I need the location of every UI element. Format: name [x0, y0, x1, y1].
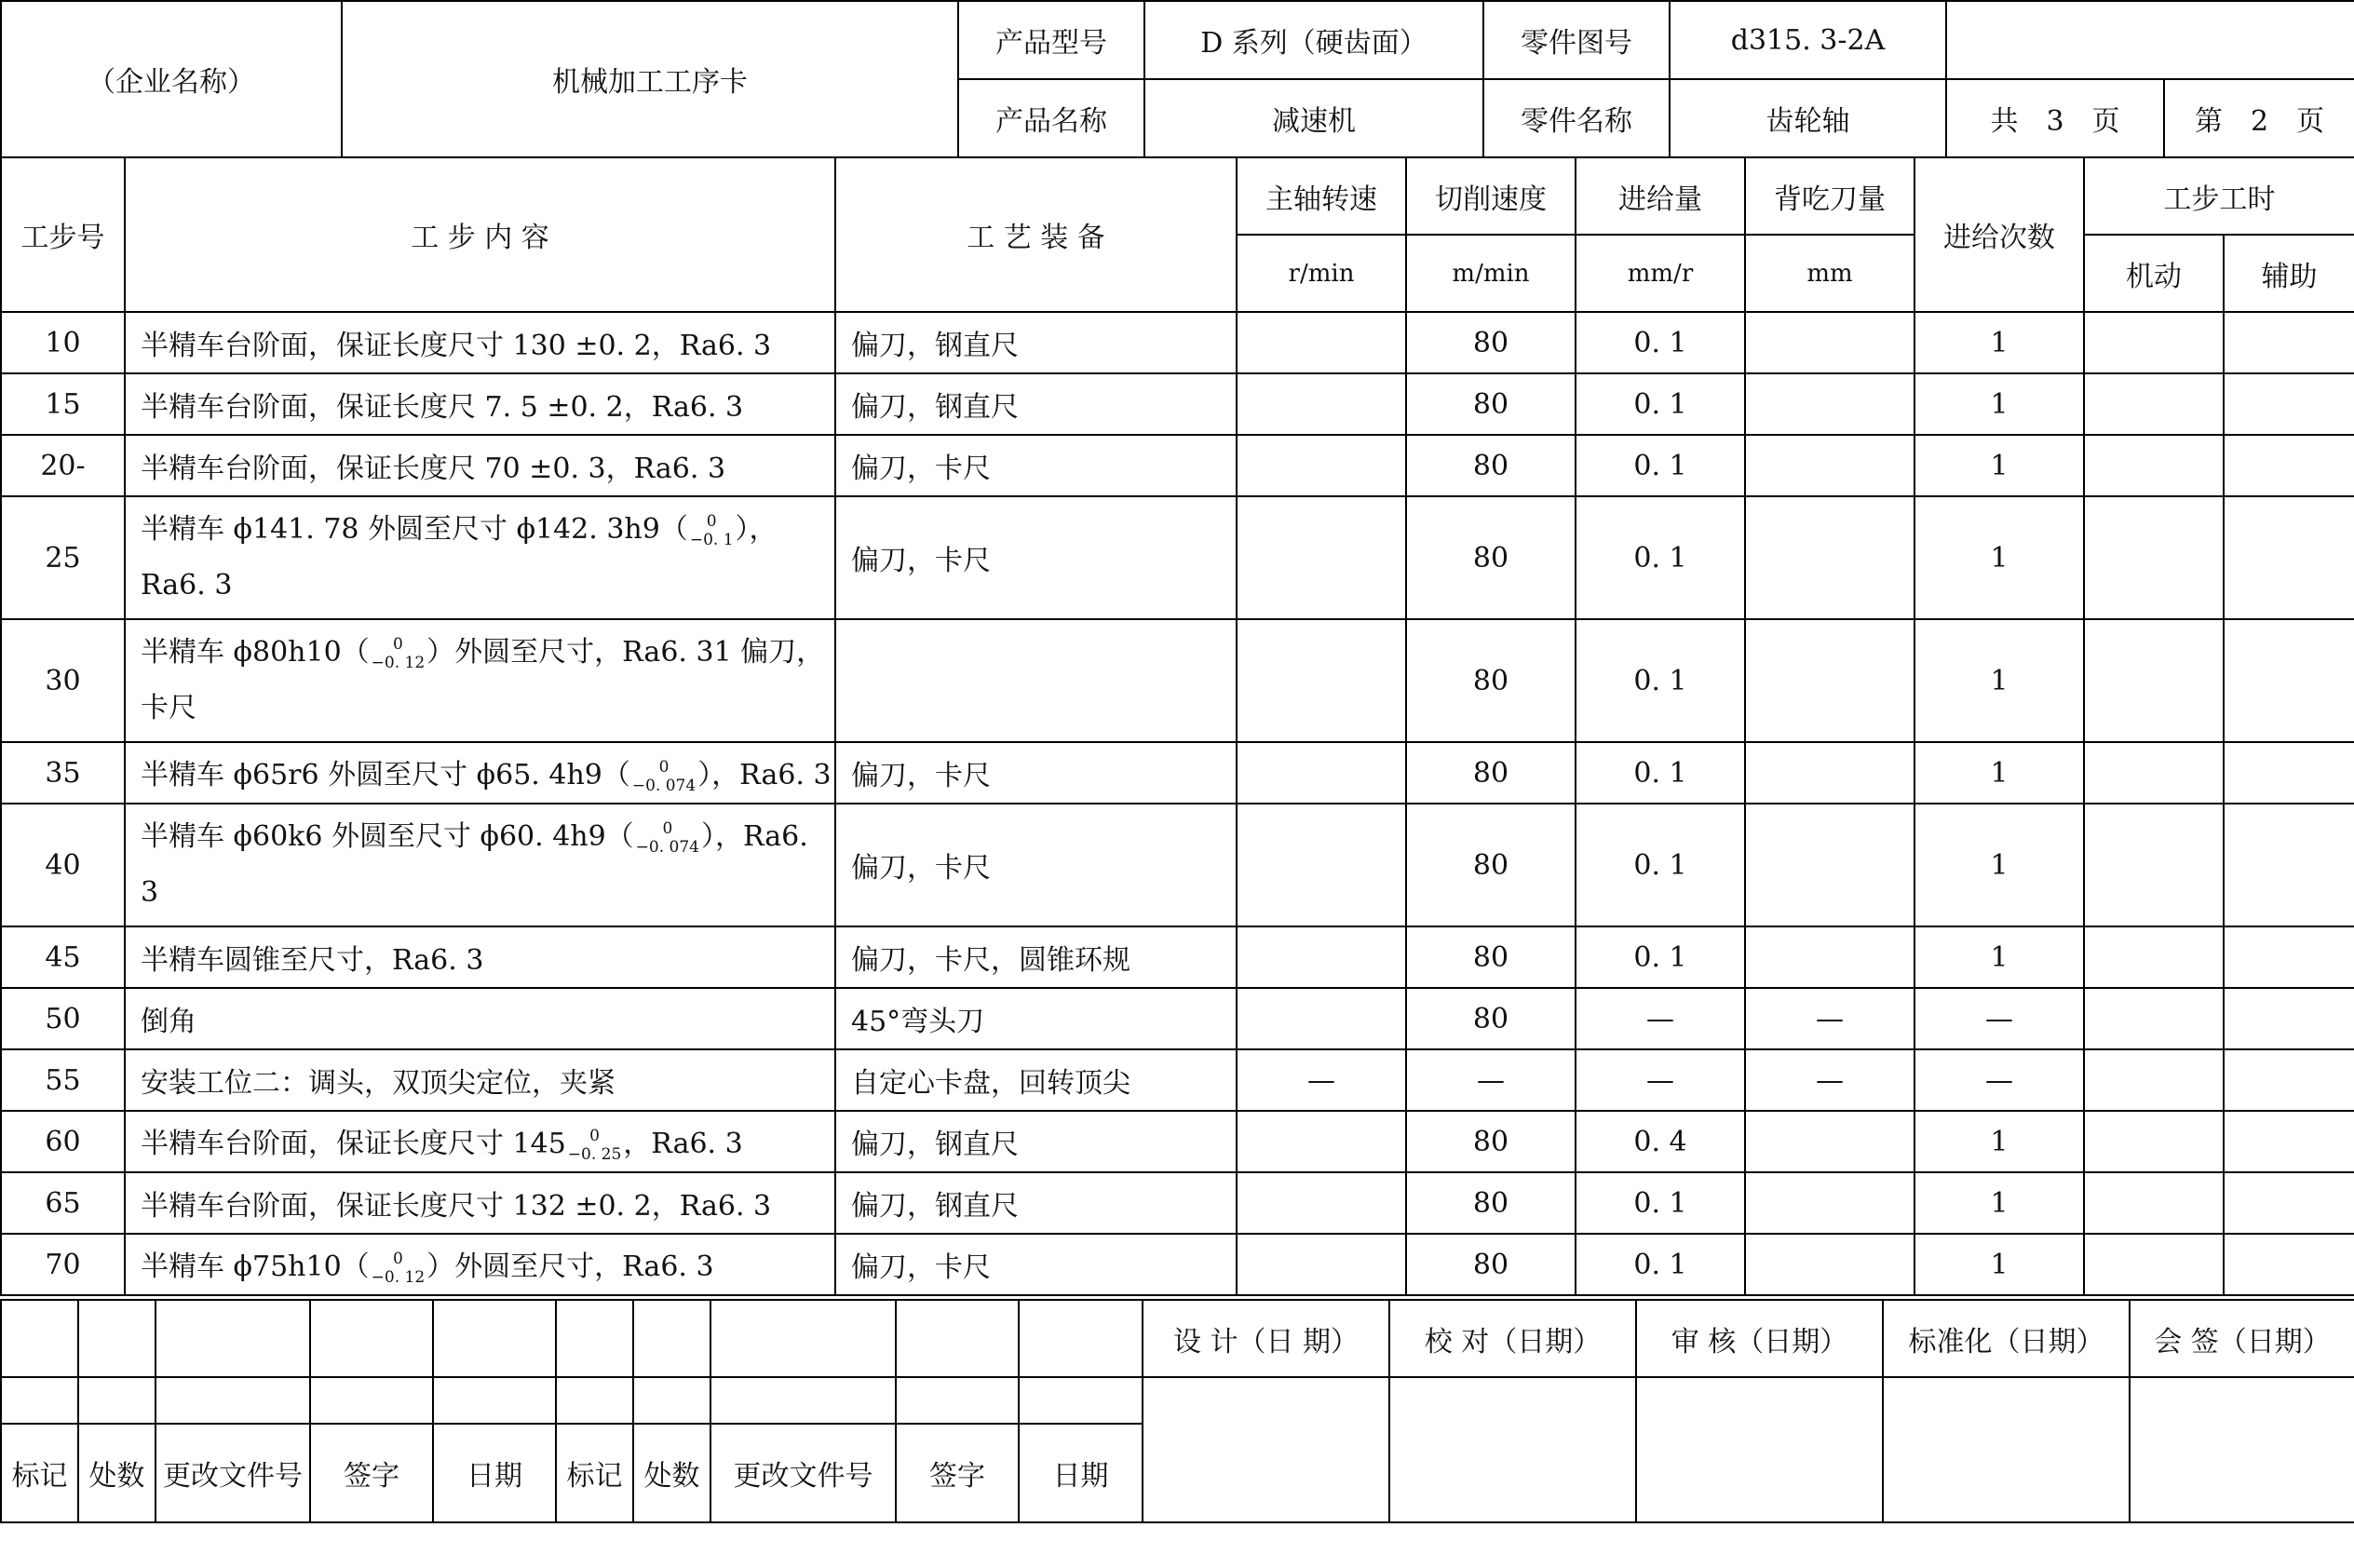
change-cell [433, 1300, 556, 1377]
product-name-label: 产品名称 [958, 79, 1144, 157]
part-no: d315. 3-2A [1670, 1, 1946, 79]
step-content: 半精车台阶面，保证长度尺寸 132 ±0. 2，Ra6. 3 [125, 1172, 835, 1234]
design-sign [1143, 1377, 1389, 1522]
label-date: 日期 [1019, 1424, 1143, 1522]
spindle-speed [1237, 312, 1406, 373]
spindle-speed: — [1237, 1049, 1406, 1111]
label-change-doc: 更改文件号 [710, 1424, 896, 1522]
unit-depth: mm [1745, 235, 1914, 312]
step-content: 倒角 [125, 988, 835, 1049]
time-machine [2084, 619, 2224, 742]
time-aux [2224, 435, 2354, 496]
check-sign [1389, 1377, 1636, 1522]
cutting-speed: 80 [1406, 1111, 1576, 1172]
step-no: 55 [1, 1049, 125, 1111]
tolerance-lower: −0. 1 [689, 531, 734, 549]
change-cell [78, 1300, 156, 1377]
step-equipment: 偏刀，卡尺 [835, 496, 1237, 619]
feed: 0. 1 [1576, 435, 1745, 496]
step-content [125, 1234, 835, 1295]
feed: 0. 1 [1576, 312, 1745, 373]
change-cell [156, 1300, 310, 1377]
content-part: 半精车 ϕ65r6 外圆至尺寸 ϕ65. 4h9（ [141, 758, 630, 791]
change-cell [433, 1377, 556, 1424]
content-part: ），Ra6. 3 [141, 513, 778, 602]
unit-cutting: m/min [1406, 235, 1576, 312]
cutting-speed: 80 [1406, 312, 1576, 373]
cutting-speed: 80 [1406, 926, 1576, 988]
product-model-label: 产品型号 [958, 1, 1144, 79]
time-aux [2224, 988, 2354, 1049]
review-date: 审 核（日期） [1636, 1300, 1883, 1377]
table-row [1, 1172, 2354, 1234]
cutting-speed: 80 [1406, 1172, 1576, 1234]
time-machine [2084, 1172, 2224, 1234]
label-sign: 签字 [896, 1424, 1019, 1522]
depth [1745, 1172, 1914, 1234]
time-aux [2224, 1111, 2354, 1172]
cutting-speed: 80 [1406, 435, 1576, 496]
change-cell [78, 1377, 156, 1424]
change-cell [556, 1377, 633, 1424]
tolerance-lower: −0. 12 [371, 1267, 426, 1287]
part-name-label: 零件名称 [1483, 79, 1670, 157]
tolerance-lower: −0. 074 [631, 776, 697, 795]
step-equipment: 偏刀，卡尺，圆锥环规 [835, 926, 1237, 988]
table-row [1, 1049, 2354, 1111]
process-table [0, 156, 2354, 1296]
feed: 0. 1 [1576, 373, 1745, 435]
passes: 1 [1914, 496, 2084, 619]
step-no: 35 [1, 742, 125, 804]
table-row [1, 988, 2354, 1049]
content-part: 半精车 ϕ141. 78 外圆至尺寸 ϕ142. 3h9（ [141, 513, 688, 546]
step-equipment: 偏刀，卡尺 [835, 804, 1237, 926]
content-part: 半精车 ϕ60k6 外圆至尺寸 ϕ60. 4h9（ [141, 820, 634, 853]
time-machine [2084, 1111, 2224, 1172]
standard-date: 标准化（日期） [1883, 1300, 2130, 1377]
step-no: 60 [1, 1111, 125, 1172]
unit-feed: mm/r [1576, 235, 1745, 312]
cutting-speed: 80 [1406, 496, 1576, 619]
step-equipment: 偏刀，钢直尺 [835, 373, 1237, 435]
table-row [1, 804, 2354, 926]
change-cell [1019, 1300, 1143, 1377]
product-model: D 系列（硬齿面） [1144, 1, 1483, 79]
step-no: 65 [1, 1172, 125, 1234]
content-part: ），Ra6. 3 [697, 758, 832, 791]
depth [1745, 1111, 1914, 1172]
review-sign [1636, 1377, 1883, 1522]
passes: 1 [1914, 619, 2084, 742]
tolerance [690, 512, 734, 549]
footer-table [0, 1299, 2354, 1523]
tolerance-upper: 0 [589, 1126, 600, 1145]
content-part: ，Ra6. 3 [623, 1127, 743, 1160]
change-cell [1, 1300, 78, 1377]
tolerance-upper: 0 [392, 635, 403, 654]
tolerance-upper: 0 [706, 512, 717, 531]
countersign-sign [2130, 1377, 2354, 1522]
step-content [125, 1111, 835, 1172]
label-count: 处数 [633, 1424, 710, 1522]
content-part: ）外圆至尺寸，Ra6. 3 [426, 1250, 714, 1283]
table-row [1, 742, 2354, 804]
table-row [1, 619, 2354, 742]
change-cell [556, 1300, 633, 1377]
feed: — [1576, 988, 1745, 1049]
table-row [1, 926, 2354, 988]
passes: 1 [1914, 742, 2084, 804]
step-no: 15 [1, 373, 125, 435]
passes: — [1914, 988, 2084, 1049]
time-aux [2224, 496, 2354, 619]
depth [1745, 1234, 1914, 1295]
time-aux [2224, 373, 2354, 435]
col-time-machine: 机动 [2084, 235, 2224, 312]
col-feed: 进给量 [1576, 157, 1745, 235]
depth [1745, 742, 1914, 804]
feed: 0. 1 [1576, 619, 1745, 742]
depth [1745, 435, 1914, 496]
cutting-speed: 80 [1406, 742, 1576, 804]
tolerance-upper: 0 [392, 1249, 403, 1268]
col-equipment: 工 艺 装 备 [835, 157, 1237, 312]
feed: — [1576, 1049, 1745, 1111]
spindle-speed [1237, 1234, 1406, 1295]
col-cutting-speed: 切削速度 [1406, 157, 1576, 235]
depth [1745, 373, 1914, 435]
change-cell [1, 1377, 78, 1424]
step-no: 10 [1, 312, 125, 373]
step-equipment [835, 619, 1237, 742]
spindle-speed [1237, 926, 1406, 988]
tolerance-lower: −0. 25 [567, 1144, 622, 1164]
product-name: 减速机 [1144, 79, 1483, 157]
change-cell [896, 1377, 1019, 1424]
label-date: 日期 [433, 1424, 556, 1522]
time-machine [2084, 926, 2224, 988]
tolerance [372, 1250, 426, 1287]
time-machine [2084, 312, 2224, 373]
part-name: 齿轮轴 [1670, 79, 1946, 157]
table-row [1, 373, 2354, 435]
passes: 1 [1914, 1172, 2084, 1234]
card-title: 机械加工工序卡 [342, 1, 958, 157]
tolerance-lower: −0. 074 [635, 838, 700, 857]
step-content: 半精车台阶面，保证长度尺寸 130 ±0. 2，Ra6. 3 [125, 312, 835, 373]
col-step-no: 工步号 [1, 157, 125, 312]
spindle-speed [1237, 373, 1406, 435]
table-row [1, 1234, 2354, 1295]
step-equipment: 偏刀，钢直尺 [835, 1111, 1237, 1172]
passes: 1 [1914, 1111, 2084, 1172]
cutting-speed: 80 [1406, 988, 1576, 1049]
time-machine [2084, 988, 2224, 1049]
change-cell [710, 1300, 896, 1377]
passes: 1 [1914, 373, 2084, 435]
step-content: 半精车圆锥至尺寸，Ra6. 3 [125, 926, 835, 988]
feed: 0. 4 [1576, 1111, 1745, 1172]
content-part: 半精车 ϕ80h10（ [141, 636, 370, 669]
change-cell [710, 1377, 896, 1424]
label-sign: 签字 [310, 1424, 433, 1522]
passes: 1 [1914, 312, 2084, 373]
spindle-speed [1237, 619, 1406, 742]
unit-spindle: r/min [1237, 235, 1406, 312]
cutting-speed: 80 [1406, 619, 1576, 742]
content-part: 半精车台阶面，保证长度尺寸 145 [141, 1127, 566, 1160]
step-no: 45 [1, 926, 125, 988]
col-depth: 背吃刀量 [1745, 157, 1914, 235]
step-equipment: 偏刀，卡尺 [835, 435, 1237, 496]
passes: 1 [1914, 804, 2084, 926]
feed: 0. 1 [1576, 496, 1745, 619]
label-change-doc: 更改文件号 [156, 1424, 310, 1522]
change-cell [156, 1377, 310, 1424]
cutting-speed: 80 [1406, 1234, 1576, 1295]
step-equipment: 偏刀，钢直尺 [835, 1172, 1237, 1234]
step-no: 70 [1, 1234, 125, 1295]
feed: 0. 1 [1576, 1172, 1745, 1234]
header-table [0, 0, 2354, 158]
spindle-speed [1237, 988, 1406, 1049]
passes: — [1914, 1049, 2084, 1111]
spindle-speed [1237, 1111, 1406, 1172]
label-mark: 标记 [1, 1424, 78, 1522]
depth [1745, 926, 1914, 988]
spindle-speed [1237, 435, 1406, 496]
time-machine [2084, 1049, 2224, 1111]
cutting-speed: — [1406, 1049, 1576, 1111]
tolerance [568, 1127, 622, 1164]
spindle-speed [1237, 742, 1406, 804]
step-no: 20- [1, 435, 125, 496]
feed: 0. 1 [1576, 926, 1745, 988]
depth [1745, 619, 1914, 742]
time-aux [2224, 926, 2354, 988]
countersign-date: 会 签（日期） [2130, 1300, 2354, 1377]
spindle-speed [1237, 496, 1406, 619]
time-machine [2084, 496, 2224, 619]
table-row [1, 312, 2354, 373]
table-row [1, 1111, 2354, 1172]
step-no: 30 [1, 619, 125, 742]
col-content: 工 步 内 容 [125, 157, 835, 312]
col-passes: 进给次数 [1914, 157, 2084, 312]
col-step-time: 工步工时 [2084, 157, 2354, 235]
table-row [1, 435, 2354, 496]
company-name: （企业名称） [1, 1, 342, 157]
change-cell [633, 1377, 710, 1424]
depth [1745, 804, 1914, 926]
part-no-label: 零件图号 [1483, 1, 1670, 79]
step-content [125, 496, 835, 619]
passes: 1 [1914, 435, 2084, 496]
table-row [1, 496, 2354, 619]
tolerance [372, 635, 426, 672]
tolerance [632, 758, 696, 795]
feed: 0. 1 [1576, 1234, 1745, 1295]
cutting-speed: 80 [1406, 804, 1576, 926]
time-machine [2084, 742, 2224, 804]
current-page: 第 2 页 [2164, 79, 2354, 157]
time-aux [2224, 804, 2354, 926]
tolerance-upper: 0 [658, 757, 670, 777]
content-part: ），Ra6. 3 [141, 820, 808, 909]
change-cell [896, 1300, 1019, 1377]
spindle-speed [1237, 804, 1406, 926]
time-machine [2084, 373, 2224, 435]
time-aux [2224, 619, 2354, 742]
step-equipment: 偏刀，卡尺 [835, 1234, 1237, 1295]
design-date: 设 计（日 期） [1143, 1300, 1389, 1377]
feed: 0. 1 [1576, 804, 1745, 926]
time-aux [2224, 1049, 2354, 1111]
step-content: 半精车台阶面，保证长度尺 70 ±0. 3，Ra6. 3 [125, 435, 835, 496]
step-equipment: 自定心卡盘，回转顶尖 [835, 1049, 1237, 1111]
step-no: 40 [1, 804, 125, 926]
standard-sign [1883, 1377, 2130, 1522]
depth: — [1745, 988, 1914, 1049]
cutting-speed: 80 [1406, 373, 1576, 435]
step-equipment: 偏刀，钢直尺 [835, 312, 1237, 373]
passes: 1 [1914, 1234, 2084, 1295]
change-cell [1019, 1377, 1143, 1424]
step-content: 安装工位二：调头，双顶尖定位，夹紧 [125, 1049, 835, 1111]
col-time-aux: 辅助 [2224, 235, 2354, 312]
content-part: ）外圆至尺寸，Ra6. 31 偏刀，卡尺 [141, 636, 825, 724]
time-machine [2084, 435, 2224, 496]
time-aux [2224, 742, 2354, 804]
spindle-speed [1237, 1172, 1406, 1234]
tolerance-upper: 0 [662, 819, 673, 838]
step-content [125, 804, 835, 926]
time-aux [2224, 1234, 2354, 1295]
change-cell [310, 1300, 433, 1377]
time-aux [2224, 1172, 2354, 1234]
label-mark: 标记 [556, 1424, 633, 1522]
content-part: 半精车 ϕ75h10（ [141, 1250, 370, 1283]
col-spindle-speed: 主轴转速 [1237, 157, 1406, 235]
step-content [125, 619, 835, 742]
tolerance-lower: −0. 12 [371, 654, 426, 672]
depth [1745, 496, 1914, 619]
time-machine [2084, 1234, 2224, 1295]
step-no: 25 [1, 496, 125, 619]
total-pages: 共 3 页 [1946, 79, 2164, 157]
time-machine [2084, 804, 2224, 926]
depth: — [1745, 1049, 1914, 1111]
header-blank [1946, 1, 2354, 79]
step-content: 半精车台阶面，保证长度尺 7. 5 ±0. 2，Ra6. 3 [125, 373, 835, 435]
tolerance [636, 819, 699, 857]
label-count: 处数 [78, 1424, 156, 1522]
depth [1745, 312, 1914, 373]
passes: 1 [1914, 926, 2084, 988]
step-equipment: 偏刀，卡尺 [835, 742, 1237, 804]
feed: 0. 1 [1576, 742, 1745, 804]
step-equipment: 45°弯头刀 [835, 988, 1237, 1049]
step-no: 50 [1, 988, 125, 1049]
change-cell [633, 1300, 710, 1377]
step-content [125, 742, 835, 804]
check-date: 校 对（日期） [1389, 1300, 1636, 1377]
time-aux [2224, 312, 2354, 373]
change-cell [310, 1377, 433, 1424]
